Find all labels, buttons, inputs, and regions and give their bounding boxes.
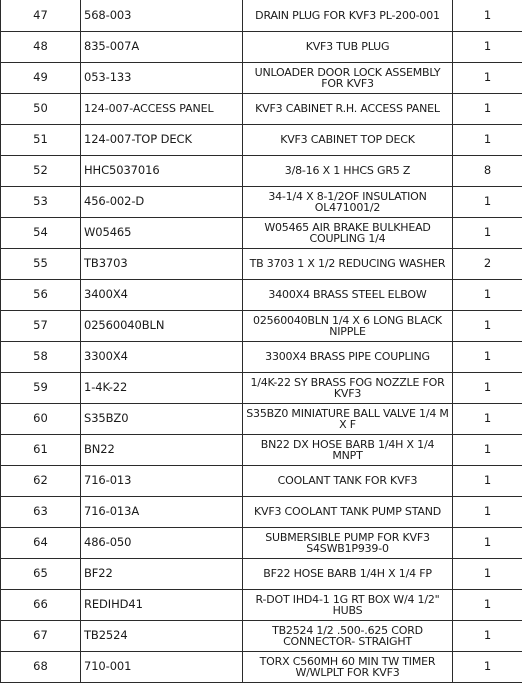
table-row (1, 186, 522, 217)
table-row (1, 558, 522, 589)
quantity-cell: 1 (453, 124, 522, 155)
description-cell: BN22 DX HOSE BARB 1/4H X 1/4 MNPT (243, 434, 453, 465)
table-row (1, 31, 522, 62)
table-row (1, 496, 522, 527)
part-number-cell: BN22 (81, 434, 243, 465)
table-row (1, 155, 522, 186)
part-number-cell: 486-050 (81, 527, 243, 558)
quantity-cell: 1 (453, 279, 522, 310)
quantity-cell: 1 (453, 589, 522, 620)
part-number-cell: REDIHD41 (81, 589, 243, 620)
description-cell: KVF3 CABINET TOP DECK (243, 124, 453, 155)
quantity-cell: 1 (453, 0, 522, 31)
item-number-cell: 66 (1, 589, 81, 620)
quantity-cell: 1 (453, 31, 522, 62)
part-number-cell: 3300X4 (81, 341, 243, 372)
part-number-cell: 716-013 (81, 465, 243, 496)
part-number-cell: BF22 (81, 558, 243, 589)
quantity-cell: 1 (453, 341, 522, 372)
part-number-cell: HHC5037016 (81, 155, 243, 186)
part-number-cell: TB2524 (81, 620, 243, 651)
item-number-cell: 65 (1, 558, 81, 589)
quantity-cell: 1 (453, 620, 522, 651)
table-row (1, 279, 522, 310)
part-number-cell: 1-4K-22 (81, 372, 243, 403)
description-cell: BF22 HOSE BARB 1/4H X 1/4 FP (243, 558, 453, 589)
quantity-cell: 1 (453, 465, 522, 496)
item-number-cell: 48 (1, 31, 81, 62)
table-row (1, 248, 522, 279)
table-row (1, 651, 522, 682)
description-cell: R-DOT IHD4-1 1G RT BOX W/4 1/2" HUBS (243, 589, 453, 620)
description-cell: KVF3 TUB PLUG (243, 31, 453, 62)
description-cell: W05465 AIR BRAKE BULKHEAD COUPLING 1/4 (243, 217, 453, 248)
part-number-cell: 3400X4 (81, 279, 243, 310)
table-row (1, 372, 522, 403)
table-row (1, 310, 522, 341)
description-cell: TB 3703 1 X 1/2 REDUCING WASHER (243, 248, 453, 279)
description-cell: 3400X4 BRASS STEEL ELBOW (243, 279, 453, 310)
description-cell: 3300X4 BRASS PIPE COUPLING (243, 341, 453, 372)
part-number-cell: S35BZ0 (81, 403, 243, 434)
table-row (1, 527, 522, 558)
quantity-cell: 1 (453, 434, 522, 465)
quantity-cell: 1 (453, 527, 522, 558)
quantity-cell: 2 (453, 248, 522, 279)
item-number-cell: 53 (1, 186, 81, 217)
item-number-cell: 60 (1, 403, 81, 434)
table-row (1, 124, 522, 155)
part-number-cell: 053-133 (81, 62, 243, 93)
table-row (1, 434, 522, 465)
table-row (1, 465, 522, 496)
quantity-cell: 1 (453, 403, 522, 434)
quantity-cell: 1 (453, 186, 522, 217)
description-cell: UNLOADER DOOR LOCK ASSEMBLY FOR KVF3 (243, 62, 453, 93)
part-number-cell: W05465 (81, 217, 243, 248)
part-number-cell: 456-002-D (81, 186, 243, 217)
item-number-cell: 57 (1, 310, 81, 341)
quantity-cell: 8 (453, 155, 522, 186)
item-number-cell: 58 (1, 341, 81, 372)
item-number-cell: 56 (1, 279, 81, 310)
quantity-cell: 1 (453, 372, 522, 403)
item-number-cell: 68 (1, 651, 81, 682)
table-row (1, 589, 522, 620)
quantity-cell: 1 (453, 310, 522, 341)
description-cell: DRAIN PLUG FOR KVF3 PL-200-001 (243, 0, 453, 31)
quantity-cell: 1 (453, 558, 522, 589)
quantity-cell: 1 (453, 217, 522, 248)
part-number-cell: 124-007-ACCESS PANEL (81, 93, 243, 124)
table-row (1, 620, 522, 651)
description-cell: KVF3 CABINET R.H. ACCESS PANEL (243, 93, 453, 124)
table-row (1, 341, 522, 372)
part-number-cell: 124-007-TOP DECK (81, 124, 243, 155)
quantity-cell: 1 (453, 496, 522, 527)
description-cell: COOLANT TANK FOR KVF3 (243, 465, 453, 496)
part-number-cell: 710-001 (81, 651, 243, 682)
description-cell: KVF3 COOLANT TANK PUMP STAND (243, 496, 453, 527)
part-number-cell: 568-003 (81, 0, 243, 31)
table-row (1, 93, 522, 124)
part-number-cell: 716-013A (81, 496, 243, 527)
item-number-cell: 61 (1, 434, 81, 465)
item-number-cell: 52 (1, 155, 81, 186)
quantity-cell: 1 (453, 62, 522, 93)
description-cell: SUBMERSIBLE PUMP FOR KVF3 S4SWB1P939-0 (243, 527, 453, 558)
part-number-cell: 835-007A (81, 31, 243, 62)
description-cell: 34-1/4 X 8-1/2OF INSULATION OL471001/2 (243, 186, 453, 217)
table-row (1, 217, 522, 248)
description-cell: 02560040BLN 1/4 X 6 LONG BLACK NIPPLE (243, 310, 453, 341)
description-cell: TORX C560MH 60 MIN TW TIMER W/WLPLT FOR KVF3 (243, 651, 453, 682)
part-number-cell: TB3703 (81, 248, 243, 279)
item-number-cell: 49 (1, 62, 81, 93)
description-cell: TB2524 1/2 .500-.625 CORD CONNECTOR- STRAIGHT (243, 620, 453, 651)
item-number-cell: 50 (1, 93, 81, 124)
table-row (1, 403, 522, 434)
table-row (1, 62, 522, 93)
item-number-cell: 67 (1, 620, 81, 651)
item-number-cell: 55 (1, 248, 81, 279)
item-number-cell: 62 (1, 465, 81, 496)
description-cell: 1/4K-22 SY BRASS FOG NOZZLE FOR KVF3 (243, 372, 453, 403)
item-number-cell: 54 (1, 217, 81, 248)
bom-body (1, 0, 522, 682)
description-cell: S35BZ0 MINIATURE BALL VALVE 1/4 M X F (243, 403, 453, 434)
table-row (1, 0, 522, 31)
quantity-cell: 1 (453, 93, 522, 124)
item-number-cell: 47 (1, 0, 81, 31)
item-number-cell: 64 (1, 527, 81, 558)
item-number-cell: 51 (1, 124, 81, 155)
description-cell: 3/8-16 X 1 HHCS GR5 Z (243, 155, 453, 186)
quantity-cell: 1 (453, 651, 522, 682)
item-number-cell: 59 (1, 372, 81, 403)
part-number-cell: 02560040BLN (81, 310, 243, 341)
item-number-cell: 63 (1, 496, 81, 527)
